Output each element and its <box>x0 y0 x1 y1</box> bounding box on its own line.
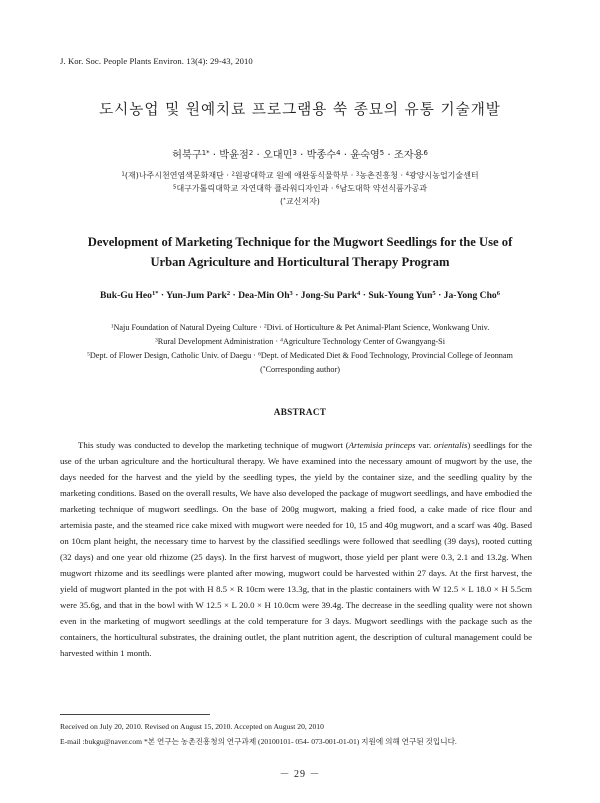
affiliation-marker: 2 <box>263 323 267 330</box>
author-separator: · <box>384 150 394 161</box>
affiliation-marker: 6 <box>335 184 340 191</box>
affiliation-marker: 4 <box>280 337 283 344</box>
english-corresponding-note: (*Corresponding author) <box>260 365 340 374</box>
author-affiliation-marker: 1* <box>201 148 210 157</box>
author-separator: · <box>296 150 307 161</box>
affiliation-text: Dept. of Flower Design, Catholic Univ. of Daegu · <box>89 351 259 360</box>
contact-email-funding: E-mail :bukgu@naver.com *본 연구는 농촌진흥청의 연구과제 (20100101- 054- 073-001-01-01) 지원에 의해 연구된 것입니다. <box>60 737 457 746</box>
author-separator: · <box>340 150 351 161</box>
author-name: 오대민 <box>262 150 293 161</box>
author-affiliation-marker: 6 <box>423 148 428 157</box>
affiliation-text: Agriculture Technology Center of Gwangyang-Si <box>282 337 445 346</box>
author-affiliation-marker: 4 <box>357 290 361 298</box>
author-separator: · <box>230 290 239 301</box>
author-separator: · <box>292 290 301 301</box>
author-affiliation-marker: 3 <box>289 290 293 298</box>
korean-affiliations-line2 <box>0 183 600 194</box>
author-separator: · <box>435 290 444 301</box>
species-name: Artemisia princeps <box>348 440 416 450</box>
affiliation-text: 원광대학교 원예 애완동식물학부 · <box>234 171 356 180</box>
korean-title: 도시농업 및 원예치료 프로그램용 쑥 종묘의 유통 기술개발 <box>99 101 501 118</box>
english-affiliations-line1 <box>0 323 600 332</box>
affiliation-text: Naju Foundation of Natural Dyeing Culture · <box>113 323 264 332</box>
author-affiliation-marker: 5 <box>432 290 436 298</box>
author-affiliation-marker: 5 <box>379 148 385 157</box>
author-name: Buk-Gu Heo <box>100 290 152 301</box>
author-name: Ja-Yong Cho <box>443 290 497 301</box>
footnote-divider <box>60 714 210 715</box>
author-affiliation-marker: 6 <box>496 290 500 298</box>
author-separator: · <box>253 150 263 161</box>
author-name: Yun-Jum Park <box>166 290 227 301</box>
affiliation-marker: 1 <box>110 323 114 330</box>
author-affiliation-marker: 1* <box>151 290 159 298</box>
author-name: 윤숙영 <box>350 150 380 161</box>
author-affiliation-marker: 2 <box>226 290 231 298</box>
journal-citation: J. Kor. Soc. People Plants Environ. 13(4): 29-43, 2010 <box>60 56 253 66</box>
author-affiliation-marker: 2 <box>248 148 254 157</box>
korean-corresponding-note: (*교신저자) <box>280 197 320 206</box>
english-affiliations-line3 <box>0 351 600 360</box>
author-name: Suk-Young Yun <box>368 290 433 301</box>
english-title-line2: Urban Agriculture and Horticultural Therapy Program <box>150 255 450 269</box>
affiliation-marker: 3 <box>155 337 158 344</box>
affiliation-text: 농촌진흥청 · <box>359 171 406 180</box>
variety-name: orientalis <box>433 440 468 450</box>
abstract-heading: ABSTRACT <box>273 407 327 417</box>
affiliation-text: Rural Development Administration · <box>157 337 281 346</box>
english-authors <box>0 290 600 301</box>
author-separator: · <box>158 290 167 301</box>
affiliation-text: Dept. of Medicated Diet & Food Technology, Provincial College of Jeonnam <box>260 351 513 360</box>
author-affiliation-marker: 3 <box>292 148 297 157</box>
english-title-line1: Development of Marketing Technique for the Mugwort Seedlings for the Use of <box>87 235 513 249</box>
author-name: 조자용 <box>393 150 424 161</box>
author-name: 박종수 <box>306 150 337 161</box>
author-name: 허북구 <box>172 150 202 161</box>
author-separator: · <box>209 150 220 161</box>
english-affiliations-line2 <box>0 337 600 346</box>
author-name: Jong-Su Park <box>300 290 358 301</box>
affiliation-marker: 1 <box>121 171 125 178</box>
affiliation-marker: 6 <box>258 351 261 358</box>
author-name: 박윤점 <box>219 150 249 161</box>
affiliation-marker: 5 <box>87 351 90 358</box>
korean-affiliations-line1 <box>0 170 600 181</box>
author-name: Dea-Min Oh <box>238 290 290 301</box>
affiliation-marker: 4 <box>405 171 410 178</box>
author-affiliation-marker: 4 <box>336 148 341 157</box>
affiliation-text: Divi. of Horticulture & Pet Animal-Plant Science, Wonkwang Univ. <box>266 323 490 332</box>
affiliation-marker: 3 <box>355 171 360 178</box>
affiliation-marker: 5 <box>172 184 177 191</box>
affiliation-text: 남도대학 약선식품가공과 <box>339 184 428 193</box>
affiliation-text: (재)나주시천연염색문화재단 · <box>124 171 232 180</box>
korean-authors <box>0 146 600 161</box>
abstract-body: This study was conducted to develop the marketing technique of mugwort (Artemisia princeps var. orientalis) seedlings for the use of the urban agriculture and the horticultural therapy. We have examined into the necessary amount of mugwort by the use, the days needed for the harvest and the yield by the seedling types, the yield by the container size, and the seedling quality by the marketing conditions. Based on the overall results, We have also developed the package of mugwort seedlings, and have embodied the marketing technique of mugwort seedlings. On the base of 200g mugwort, making a fried food, a cake made of rice flour and artemisia paste, and the steamed rice cake mixed with mugwort were needed for 10, 15 and 40g mugwort, and a scarf was 40g. Based on 10cm plant height, the necessary time to harvest by the classified seedlings were followed that seedling (39 days), rooted cutting (32 days) and one year old rhizome (25 days). In the first harvest of mugwort, those yield per plant were 0.3, 2.1 and 13.2g. When mugwort rhizome and its seedlings were planted after mowing, mugwort could be harvested within 27 days. At the first harvest, the yield of mugwort planted in the pot with H 8.5 × R 10cm were 13.3g, that in the plastic containers with W 12.5 × L 18.0 × H 5.5cm were 35.6g, and that in the bowl with W 12.5 × L 20.0 × H 10.0cm were 39.4g. The decrease in the seedling quality were not shown even in the marketing of mugwort seedlings at the cold temperature for 3 days. Mugwort seedlings with the package such as the containers, the horticultural substrates, the draining outlet, the plant nutrition agent, the description of cultural management could be harvested within 1 month. <box>60 440 532 658</box>
affiliation-text: 광양시농업기술센터 <box>409 171 479 180</box>
received-dates: Received on July 20, 2010. Revised on August 15, 2010. Accepted on August 20, 2010 <box>60 722 324 731</box>
affiliation-marker: 2 <box>231 171 235 178</box>
page-number: － 29 － <box>279 769 321 780</box>
author-separator: · <box>360 290 369 301</box>
affiliation-text: 대구가톨릭대학교 자연대학 플라워디자인과 · <box>176 184 336 193</box>
